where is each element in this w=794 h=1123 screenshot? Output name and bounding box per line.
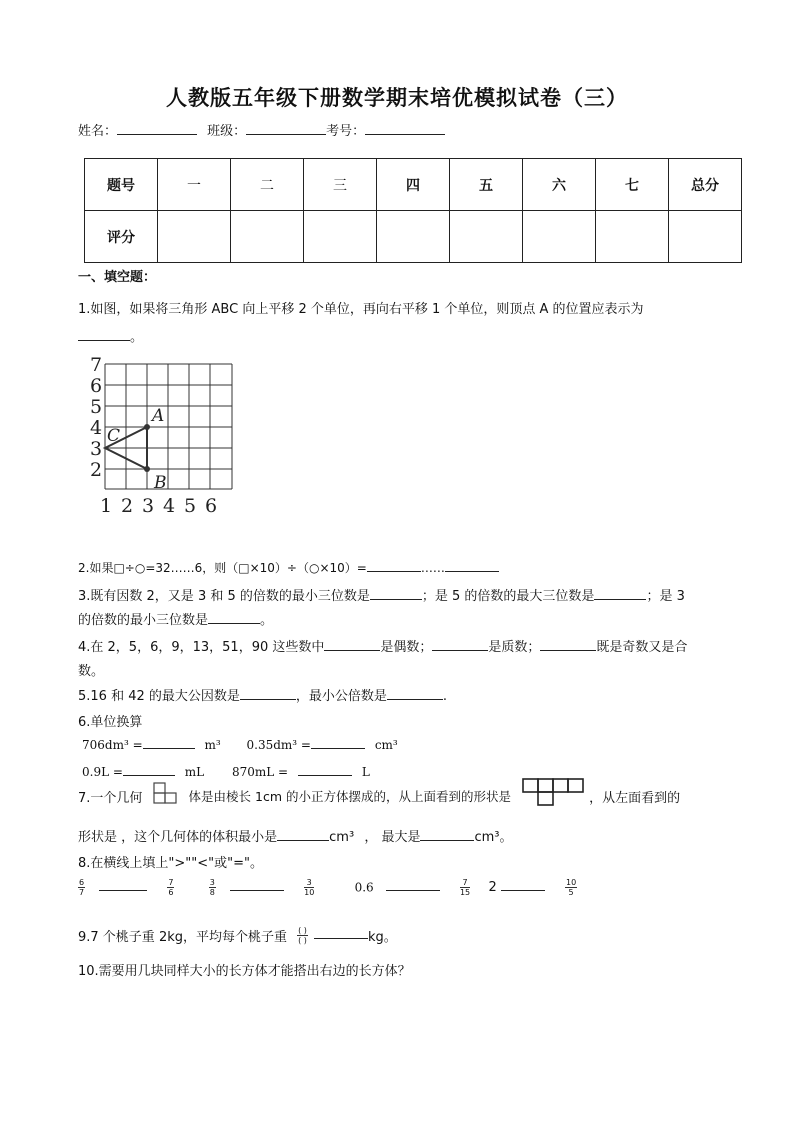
class-label: 班级： (207, 124, 247, 139)
solid-figure-icon (151, 781, 181, 805)
section-title: 一、填空题： (78, 270, 157, 285)
exam-no-label: 考号： (326, 124, 366, 139)
q6-text: 870mL = (231, 765, 289, 779)
label-b: B (154, 473, 167, 493)
header-cell: 总分 (669, 159, 742, 211)
q7-blank-2[interactable] (420, 828, 474, 841)
q8-integer: 2 (488, 880, 497, 895)
fraction: $\frac{( )}{( )}$ (298, 926, 307, 945)
header-cell: 一 (158, 159, 231, 211)
question-2 (78, 559, 499, 576)
score-table (84, 158, 742, 263)
q4-blank-1[interactable] (324, 638, 380, 651)
y-label: 2 (90, 459, 103, 481)
student-info (78, 120, 445, 139)
header-cell: 七 (596, 159, 669, 211)
fraction: $\frac{3}{8}$ (209, 878, 215, 897)
q9-text: 9.7 个桃子重 2kg，平均每个桃子重 (78, 930, 287, 945)
question-1-answer (78, 326, 143, 345)
q5-text: 5.16 和 42 的最大公因数是 (78, 689, 240, 704)
q8-decimal: 0.6 (354, 880, 374, 895)
q7-blank-1[interactable] (277, 828, 329, 841)
q3-text: 3.既有因数 2，又是 3 和 5 的倍数的最小三位数是 (78, 589, 370, 604)
y-label: 5 (90, 396, 103, 418)
score-row (85, 211, 742, 263)
grid-lines (105, 364, 232, 489)
q7-text: cm³。 (474, 830, 513, 845)
q9-text: kg。 (367, 930, 397, 945)
fraction: $\frac{3}{10}$ (304, 878, 315, 897)
q6-blank-2[interactable] (311, 736, 365, 749)
q6-blank-3[interactable] (123, 763, 175, 776)
y-label: 4 (90, 417, 103, 439)
q6-unit: mL (184, 765, 205, 779)
question-6-row-1 (82, 736, 398, 752)
q3-text: 的倍数的最小三位数是 (78, 613, 209, 628)
label-a: A (152, 406, 165, 426)
score-header-row (85, 159, 742, 211)
q5-text: ，最小公倍数是 (295, 689, 387, 704)
score-cell[interactable] (669, 211, 742, 263)
label-c: C (107, 426, 121, 446)
q8-blank-2[interactable] (230, 878, 284, 891)
fraction: $\frac{7}{15}$ (459, 878, 471, 897)
q5-text: . (442, 689, 448, 704)
q4-blank-2[interactable] (432, 638, 488, 651)
score-cell[interactable] (596, 211, 669, 263)
q4-text: 4.在 2，5，6，9，13，51，90 这些数中 (78, 640, 325, 655)
score-row-label: 评分 (85, 211, 158, 263)
q7-text: 形状是 ，这个几何体的体积最小是 (78, 830, 278, 845)
point-b (144, 466, 150, 472)
question-4 (78, 636, 687, 655)
score-cell[interactable] (158, 211, 231, 263)
q6-text: 0.35dm³ = (246, 738, 311, 752)
q6-text: 0.9L = (82, 765, 123, 779)
name-label: 姓名： (78, 124, 118, 139)
question-3-cont (78, 609, 273, 628)
q8-blank-4[interactable] (501, 878, 545, 891)
q4-text: 既是奇数又是合 (596, 640, 688, 655)
q7-text: ， 最大是 (364, 830, 421, 845)
q4-blank-3[interactable] (540, 638, 596, 651)
header-cell: 三 (304, 159, 377, 211)
q8-blank-1[interactable] (99, 878, 147, 891)
q3-blank-3[interactable] (208, 611, 260, 624)
question-8: 8.在横线上填上">""<"或"="。 (78, 856, 263, 871)
question-10: 10.需要用几块同样大小的长方体才能搭出右边的长方体？ (78, 964, 411, 979)
question-7-cont (78, 826, 512, 845)
y-label: 6 (90, 375, 103, 397)
class-blank[interactable] (246, 122, 326, 135)
question-6-title: 6.单位换算 (78, 715, 143, 730)
q8-blank-3[interactable] (386, 878, 440, 891)
question-5 (78, 685, 447, 704)
header-cell: 四 (377, 159, 450, 211)
q3-blank-1[interactable] (370, 587, 422, 600)
score-cell[interactable] (231, 211, 304, 263)
point-a (144, 424, 150, 430)
question-1: 1.如图，如果将三角形 ABC 向上平移 2 个单位，再向右平移 1 个单位，则顶点 A 的位置应表示为 (78, 302, 644, 317)
q4-text: 是质数； (488, 640, 541, 655)
q3-blank-2[interactable] (594, 587, 646, 600)
score-cell[interactable] (450, 211, 523, 263)
q1-blank[interactable] (78, 328, 130, 341)
q3-text: ；是 3 (646, 589, 685, 604)
q7-text: ，从左面看到的 (589, 791, 681, 806)
q3-text: ；是 5 的倍数的最大三位数是 (421, 589, 595, 604)
x-label: 5 (184, 495, 197, 516)
q5-blank-1[interactable] (240, 687, 296, 700)
question-6-row-2 (82, 763, 370, 779)
q3-text: 。 (260, 613, 274, 628)
q6-unit: m³ (204, 738, 221, 752)
question-9 (78, 926, 397, 950)
q9-blank[interactable] (314, 926, 368, 939)
q6-blank-4[interactable] (298, 763, 352, 776)
x-label: 6 (205, 495, 218, 516)
q1-end: 。 (130, 330, 144, 345)
q6-blank-1[interactable] (143, 736, 195, 749)
q7-text: cm³ (329, 830, 355, 845)
question-8-items (76, 878, 579, 908)
q5-blank-2[interactable] (387, 687, 443, 700)
coordinate-grid-figure (84, 356, 244, 516)
header-cell: 六 (523, 159, 596, 211)
question-7 (78, 787, 680, 813)
page-title: 人教版五年级下册数学期末培优模拟试卷（三） (166, 86, 628, 110)
x-label: 1 (100, 495, 113, 516)
q2-blank-1[interactable] (367, 559, 421, 572)
q6-unit: cm³ (374, 738, 398, 752)
q6-unit: L (361, 765, 370, 779)
top-view-shape-icon (521, 777, 585, 809)
header-cell: 二 (231, 159, 304, 211)
score-cell[interactable] (304, 211, 377, 263)
exam-no-blank[interactable] (365, 122, 445, 135)
q6-text: 706dm³ = (82, 738, 143, 752)
q2-blank-2[interactable] (445, 559, 499, 572)
question-3 (78, 585, 685, 604)
q4-text: 是偶数； (380, 640, 433, 655)
score-cell[interactable] (523, 211, 596, 263)
x-label: 4 (163, 495, 176, 516)
fraction: $\frac{7}{6}$ (168, 878, 174, 897)
fraction: $\frac{6}{7}$ (79, 878, 85, 897)
y-label: 3 (90, 438, 103, 460)
x-label: 3 (142, 495, 155, 516)
y-label: 7 (90, 356, 103, 376)
q2-mid: …… (420, 561, 445, 575)
q7-text: 7.一个几何 (78, 791, 143, 806)
header-cell: 题号 (85, 159, 158, 211)
fraction: $\frac{10}{5}$ (566, 878, 577, 897)
q2-prefix: 2.如果□÷○=32……6，则（□×10）÷（○×10）= (78, 561, 367, 575)
header-cell: 五 (450, 159, 523, 211)
score-cell[interactable] (377, 211, 450, 263)
question-4-cont: 数。 (78, 664, 105, 679)
q7-text: 体是由棱长 1cm 的小正方体摆成的，从上面看到的形状是 (188, 789, 511, 804)
name-blank[interactable] (117, 122, 197, 135)
x-label: 2 (121, 495, 134, 516)
